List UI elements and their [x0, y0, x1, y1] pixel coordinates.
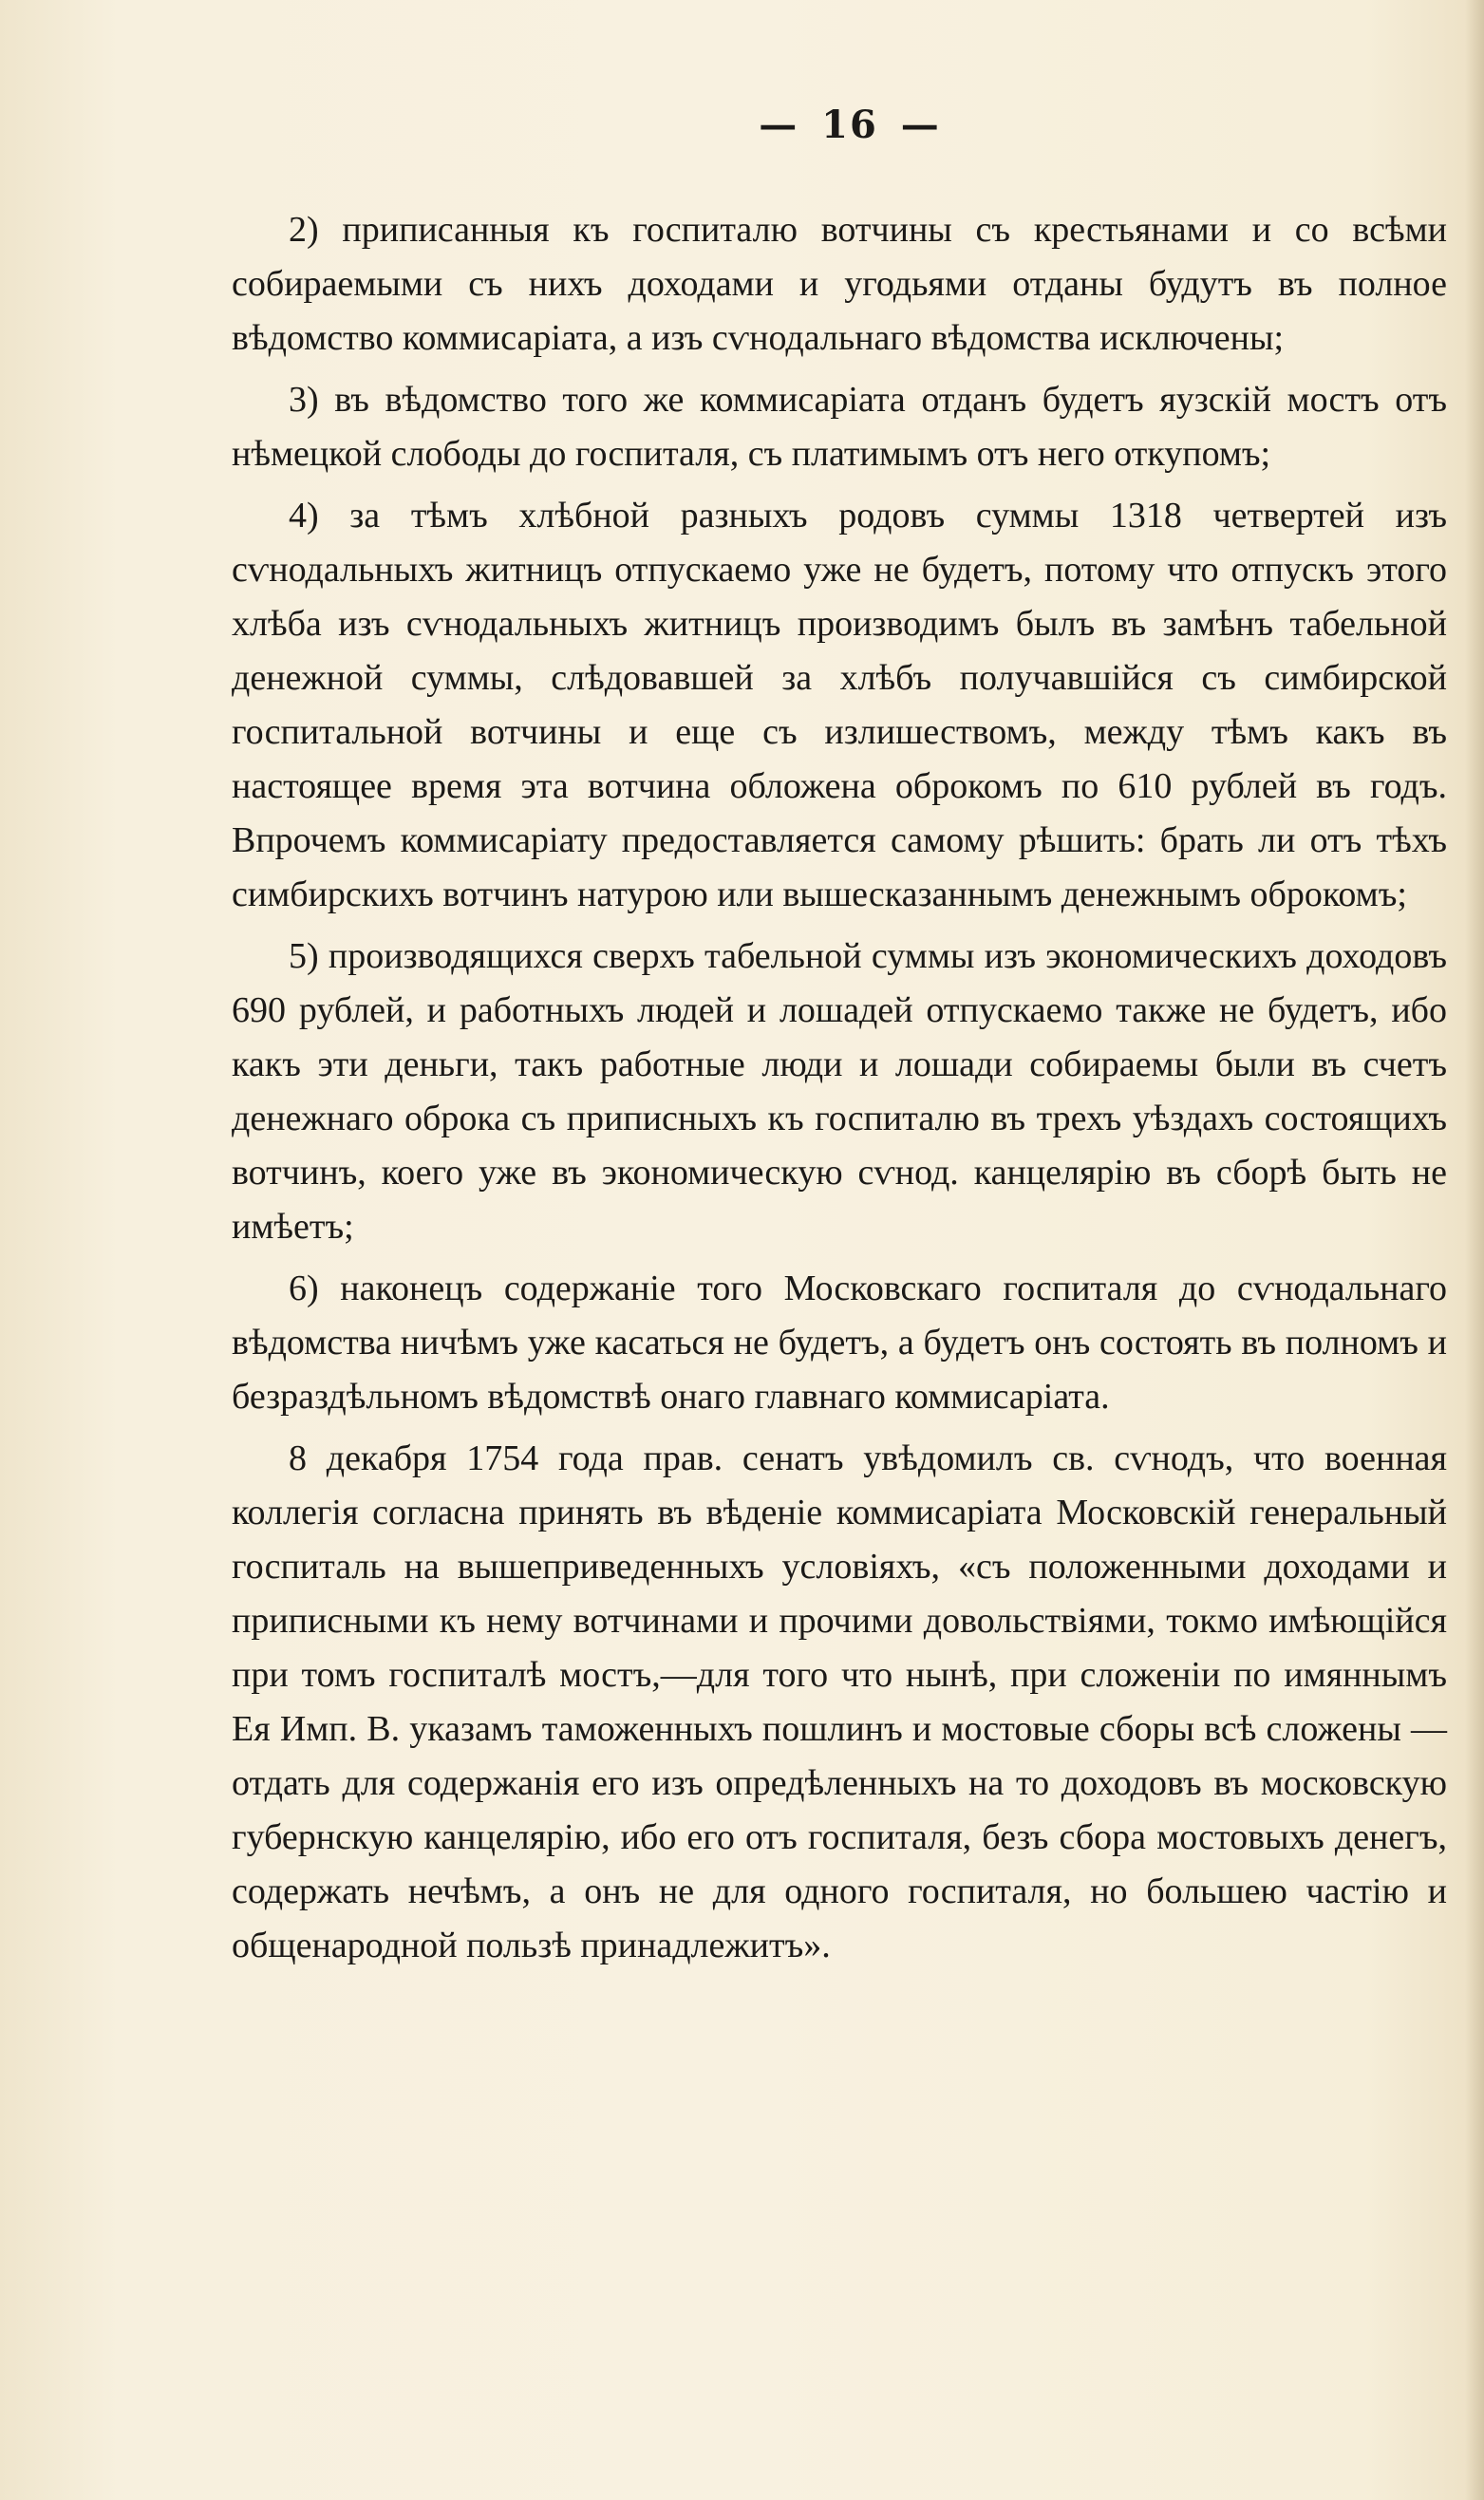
page-edge-shadow — [1465, 0, 1484, 2500]
body-text — [232, 203, 1447, 1981]
paragraph-item-2: 2) приписанныя къ госпиталю вотчины съ крестьянами и со всѣми собираемыми съ нихъ доходами и угодьями отданы будутъ въ полное вѣдомство коммисаріата, а изъ сѵнодальнаго вѣдомства исключены; — [232, 210, 1447, 358]
paragraph-item-6: 6) наконецъ содержаніе того Московскаго госпиталя до сѵнодальнаго вѣдомства ничѣмъ уже касаться не будетъ, а будетъ онъ состоять въ полномъ и безраздѣльномъ вѣдомствѣ онаго главнаго коммисаріата. — [232, 1269, 1447, 1417]
paragraph-senate-notice: 8 декабря 1754 года прав. сенатъ увѣдомилъ св. сѵнодъ, что военная коллегія согласна принять въ вѣденіе коммисаріата Московскій генеральный госпиталь на вышеприведенныхъ условіяхъ, «съ положенными доходами и приписными къ нему вотчинами и прочими довольствіями, токмо имѣющійся при томъ госпиталѣ мостъ,—для того что нынѣ, при сложеніи по имяннымъ Ея Имп. В. указамъ таможенныхъ пошлинъ и мостовые сборы всѣ сложены — отдать для содержанія его изъ опредѣленныхъ на то доходовъ въ московскую губернскую канцелярію, ибо его отъ госпиталя, безъ сбора мостовыхъ денегъ, содержать нечѣмъ, а онъ не для одного госпиталя, но большею частію и общенародной пользѣ принадлежитъ». — [232, 1438, 1447, 1965]
paragraph-item-3: 3) въ вѣдомство того же коммисаріата отданъ будетъ яузскій мостъ отъ нѣмецкой слободы до госпиталя, съ платимымъ отъ него откупомъ; — [232, 380, 1447, 474]
paragraph-item-4: 4) за тѣмъ хлѣбной разныхъ родовъ суммы 1318 четвертей изъ сѵнодальныхъ житницъ отпускаемо уже не будетъ, потому что отпускъ этого хлѣба изъ сѵнодальныхъ житницъ производимъ былъ въ замѣнъ табельной денежной суммы, слѣдовавшей за хлѣбъ получавшійся съ симбирской госпитальной вотчины и еще съ излишествомъ, между тѣмъ какъ въ настоящее время эта вотчина обложена оброкомъ по 610 рублей въ годъ. Впрочемъ коммисаріату предоставляется самому рѣшить: брать ли отъ тѣхъ симбирскихъ вотчинъ натурою или вышесказаннымъ денежнымъ оброкомъ; — [232, 496, 1447, 914]
paragraph-item-5: 5) производящихся сверхъ табельной суммы изъ экономическихъ доходовъ 690 рублей, и работныхъ людей и лошадей отпускаемо также не будетъ, ибо какъ эти деньги, такъ работные люди и лошади собираемы были въ счетъ денежнаго оброка съ приписныхъ къ госпиталю въ трехъ уѣздахъ состоящихъ вотчинъ, коего уже въ экономическую сѵнод. канцелярію въ сборѣ быть не имѣетъ; — [232, 936, 1447, 1247]
page-number: — 16 — — [759, 103, 941, 147]
